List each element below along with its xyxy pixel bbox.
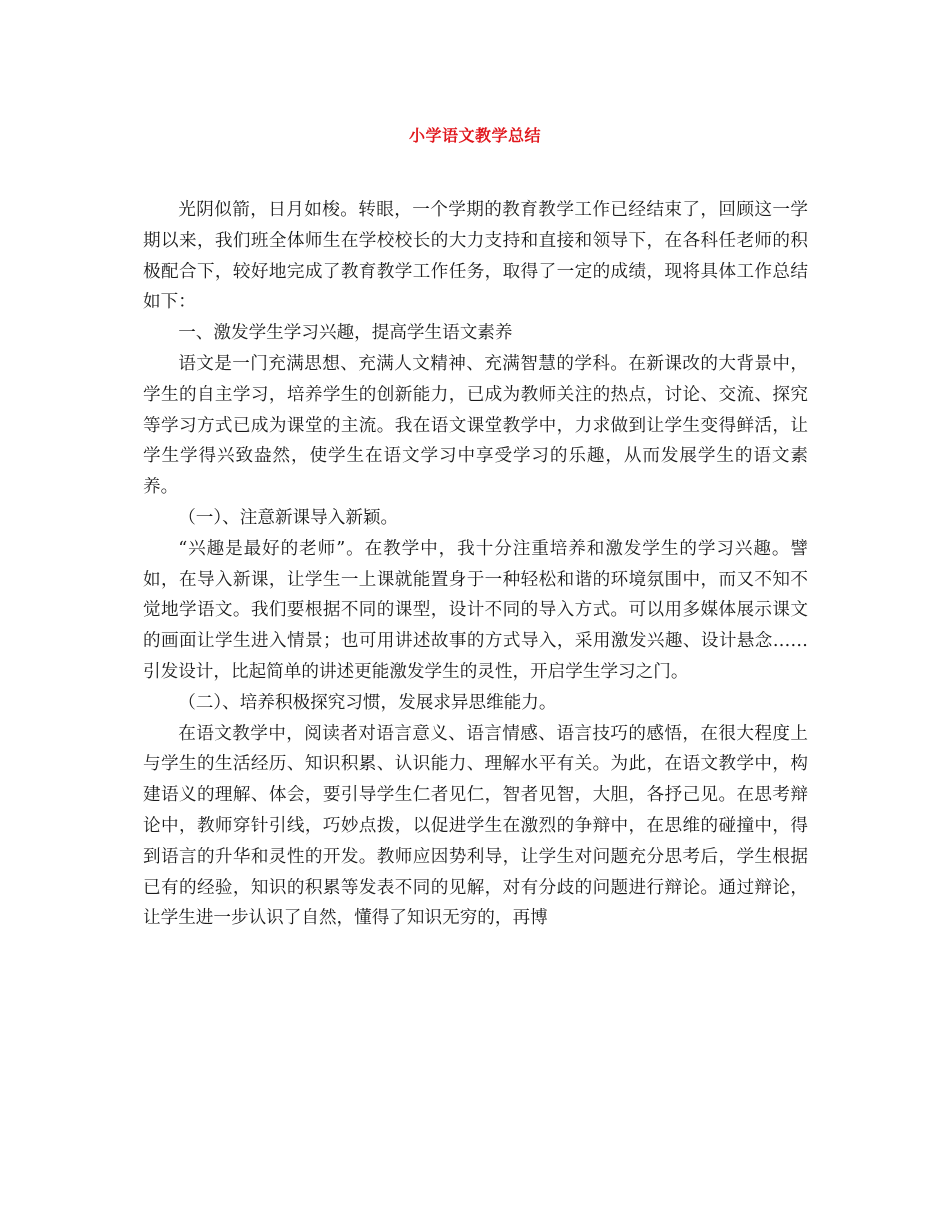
heading-section-1: 一、激发学生学习兴趣，提高学生语文素养 [178,323,513,344]
paragraph-subsection-1: “兴趣是最好的老师”。在教学中，我十分注重培养和激发学生的学习兴趣。譬如，在导入新课，让学生一上课就能置身于一种轻松和谐的环境氛围中，而又不知不觉地学语文。我们要根据不同的课型，设计不同的导入方式。可以用多媒体展示课文的画面让学生进入情景；也可用讲述故事的方式导入，采用激发兴趣、设计悬念……引发设计，比起简单的讲述更能激发学生的灵性，开启学生学习之门。 [143,538,808,682]
document-title: 小学语文教学总结 [408,126,541,145]
subheading-1: （一）、注意新课导入新颖。 [178,507,399,528]
paragraph-subsection-2: 在语文教学中，阅读者对语言意义、语言情感、语言技巧的感悟，在很大程度上与学生的生活经历、知识积累、认识能力、理解水平有关。为此，在语文教学中，构建语义的理解、体会，要引导学生仁者见仁，智者见智，大胆，各抒己见。在思考辩论中，教师穿针引线，巧妙点拨，以促进学生在激烈的争辩中，在思维的碰撞中，得到语言的升华和灵性的开发。教师应因势利导，让学生对问题充分思考后，学生根据已有的经验，知识的积累等发表不同的见解，对有分歧的问题进行辩论。通过辩论，让学生进一步认识了自然，懂得了知识无穷的，再博 [143,723,808,929]
subheading-2: （二）、培养积极探究习惯，发展求异思维能力。 [178,692,557,713]
document-body [143,195,808,934]
paragraph-intro: 光阴似箭，日月如梭。转眼，一个学期的教育教学工作已经结束了，回顾这一学期以来，我们班全体师生在学校校长的大力支持和直接和领导下，在各科任老师的积极配合下，较好地完成了教育教学工作任务，取得了一定的成绩，现将具体工作总结如下： [143,200,808,313]
paragraph-section-1: 语文是一门充满思想、充满人文精神、充满智慧的学科。在新课改的大背景中，学生的自主学习，培养学生的创新能力，已成为教师关注的热点，讨论、交流、探究等学习方式已成为课堂的主流。我在语文课堂教学中，力求做到让学生变得鲜活，让学生学得兴致盎然，使学生在语文学习中享受学习的乐趣，从而发展学生的语文素养。 [143,353,808,498]
